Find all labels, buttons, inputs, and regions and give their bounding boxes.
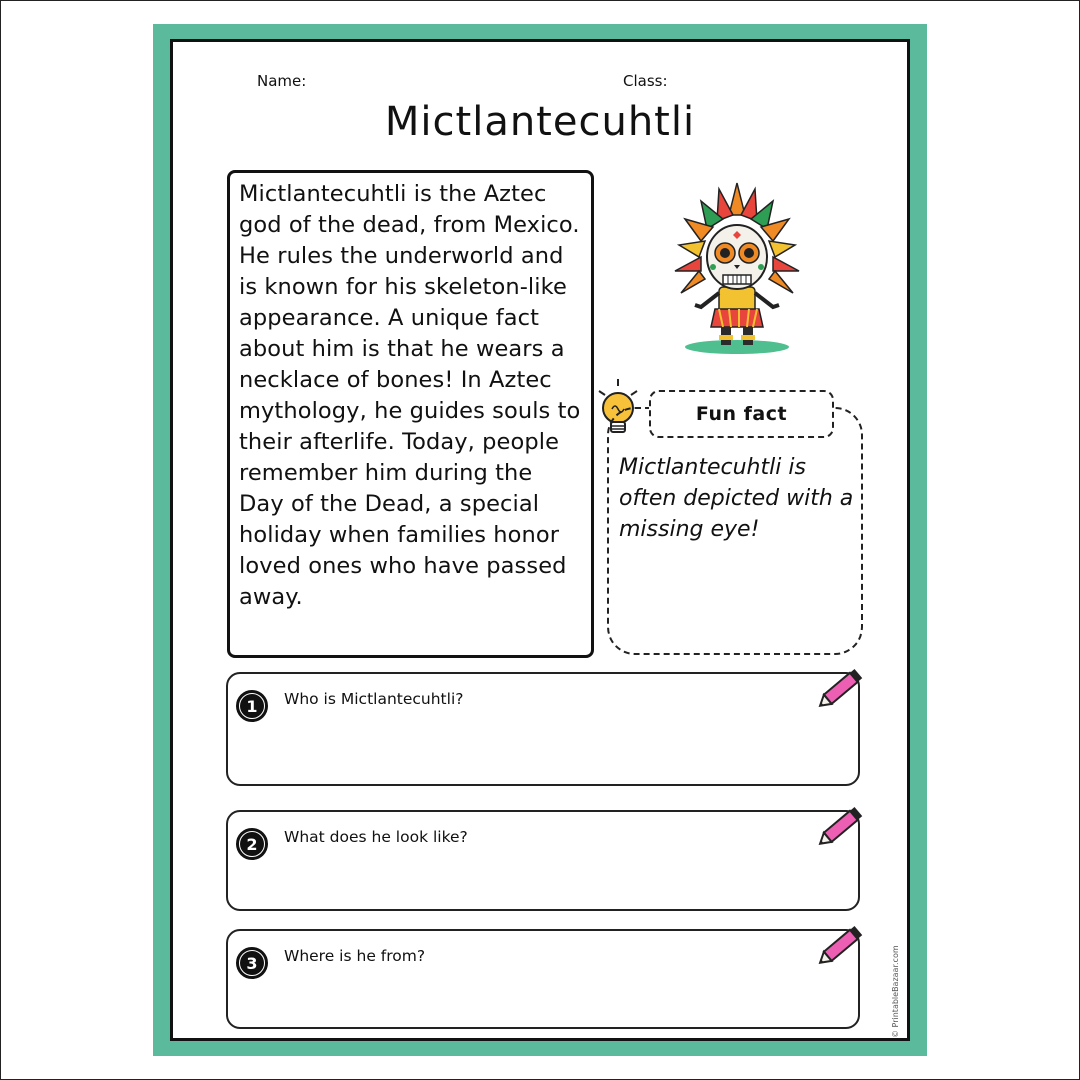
question-text: Where is he from?	[284, 947, 426, 965]
name-label: Name:	[257, 72, 307, 90]
question-box-2[interactable]	[226, 810, 860, 911]
reading-passage-text: Mictlantecuhtli is the Aztec god of the dead, from Mexico. He rules the underworld and is known for his skeleton-like appearance. A unique fact about him is that he wears a necklace of bones! In Aztec mythology, he guides souls to their afterlife. Today, people remember him during the Day of the Dead, a special holiday when families honor loved ones who have passed away.	[239, 181, 581, 610]
pencil-icon	[812, 921, 868, 971]
fun-fact-heading: Fun fact	[649, 390, 834, 438]
question-box-1[interactable]	[226, 672, 860, 786]
question-number-badge	[236, 828, 268, 860]
reading-passage-box	[227, 170, 594, 658]
fun-fact-text: Mictlantecuhtli is often depicted with a missing eye!	[619, 455, 854, 542]
question-text: What does he look like?	[284, 828, 468, 846]
worksheet-page	[170, 39, 910, 1041]
question-number: 2	[240, 832, 264, 856]
worksheet-frame	[153, 24, 927, 1056]
question-number: 1	[240, 694, 264, 718]
class-label: Class:	[623, 72, 668, 90]
aztec-skull-god-illustration	[671, 175, 803, 355]
pencil-icon	[812, 664, 868, 714]
question-text: Who is Mictlantecuhtli?	[284, 690, 464, 708]
page-title: Mictlantecuhtli	[384, 99, 696, 145]
question-number: 3	[240, 951, 264, 975]
copyright-text: © PrintableBazaar.com	[891, 945, 900, 1038]
pencil-icon	[812, 802, 868, 852]
question-box-3[interactable]	[226, 929, 860, 1029]
question-number-badge	[236, 947, 268, 979]
question-number-badge	[236, 690, 268, 722]
